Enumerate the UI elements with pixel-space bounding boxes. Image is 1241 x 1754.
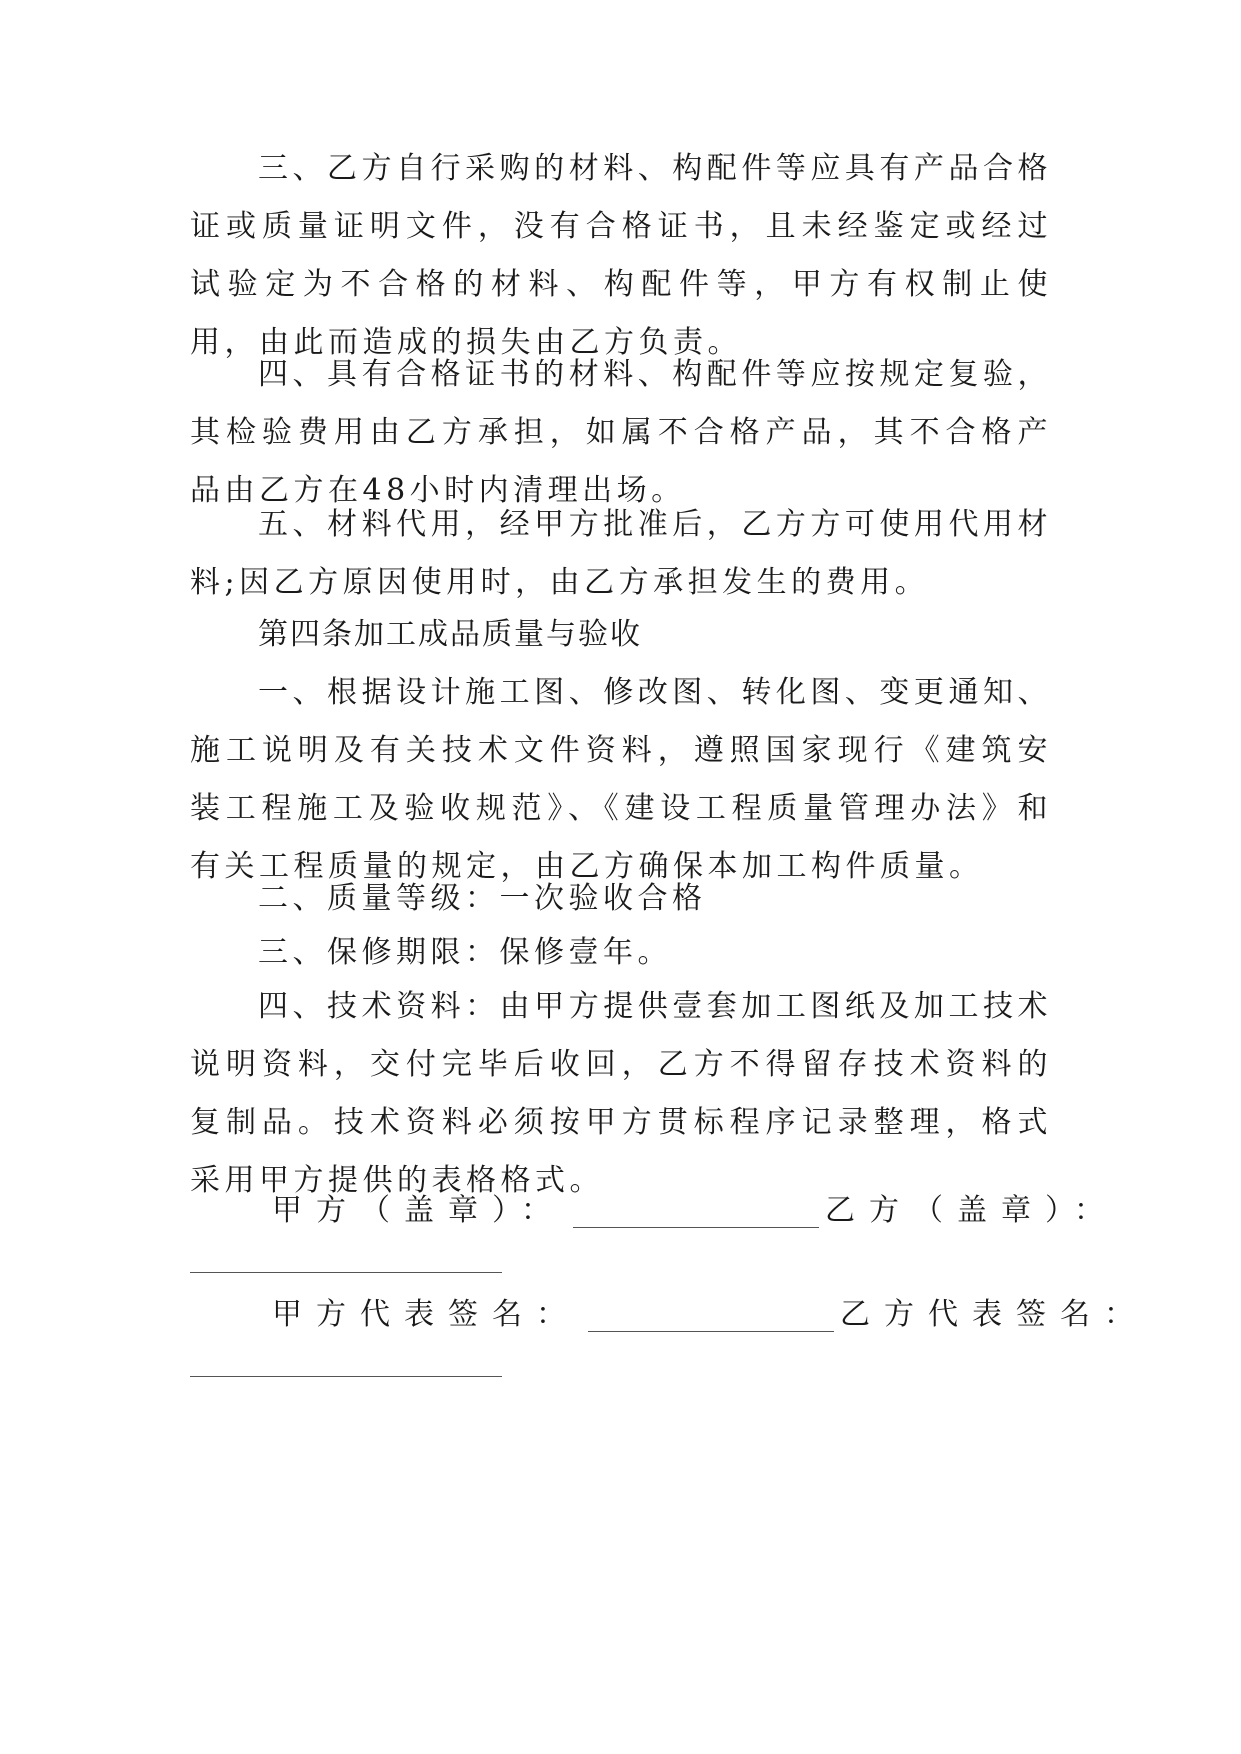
- party-b-rep-label: 乙方代表签名：: [840, 1297, 1148, 1332]
- party-a-seal-blank[interactable]: [573, 1187, 819, 1228]
- party-b-seal-blank[interactable]: [190, 1272, 502, 1273]
- seal-row: [272, 1182, 1118, 1240]
- article-4-item-4: 四、技术资料：由甲方提供壹套加工图纸及加工技术说明资料，交付完毕后收回，乙方不得留存技术资料的复制品。技术资料必须按甲方贯标程序记录整理，格式采用甲方提供的表格格式。: [190, 989, 1052, 1198]
- representative-row: [272, 1286, 1148, 1344]
- article-4-item-2: 二、质量等级：一次验收合格: [258, 881, 707, 916]
- article-4-item-3: 三、保修期限：保修壹年。: [258, 935, 672, 970]
- party-a-seal-label: 甲方（盖章）：: [272, 1193, 565, 1228]
- article-4-title: 第四条加工成品质量与验收: [258, 617, 642, 652]
- article-4-item-1: 一、根据设计施工图、修改图、转化图、变更通知、施工说明及有关技术文件资料，遵照国家现行《建筑安装工程施工及验收规范》、《建设工程质量管理办法》和有关工程质量的规定，由乙方确保本加工构件质量。: [190, 675, 1052, 884]
- clause-5: 五、材料代用，经甲方批准后，乙方方可使用代用材料;因乙方原因使用时，由乙方承担发生的费用。: [190, 507, 1052, 600]
- party-a-rep-blank[interactable]: [588, 1291, 834, 1332]
- party-b-seal-label: 乙方（盖章）：: [825, 1193, 1118, 1228]
- party-b-rep-blank[interactable]: [190, 1376, 502, 1377]
- clause-3: 三、乙方自行采购的材料、构配件等应具有产品合格证或质量证明文件，没有合格证书，且未经鉴定或经过试验定为不合格的材料、构配件等，甲方有权制止使用，由此而造成的损失由乙方负责。: [190, 151, 1052, 360]
- party-a-rep-label: 甲方代表签名：: [272, 1297, 580, 1332]
- clause-4: 四、具有合格证书的材料、构配件等应按规定复验，其检验费用由乙方承担，如属不合格产品，其不合格产品由乙方在48小时内清理出场。: [190, 357, 1052, 508]
